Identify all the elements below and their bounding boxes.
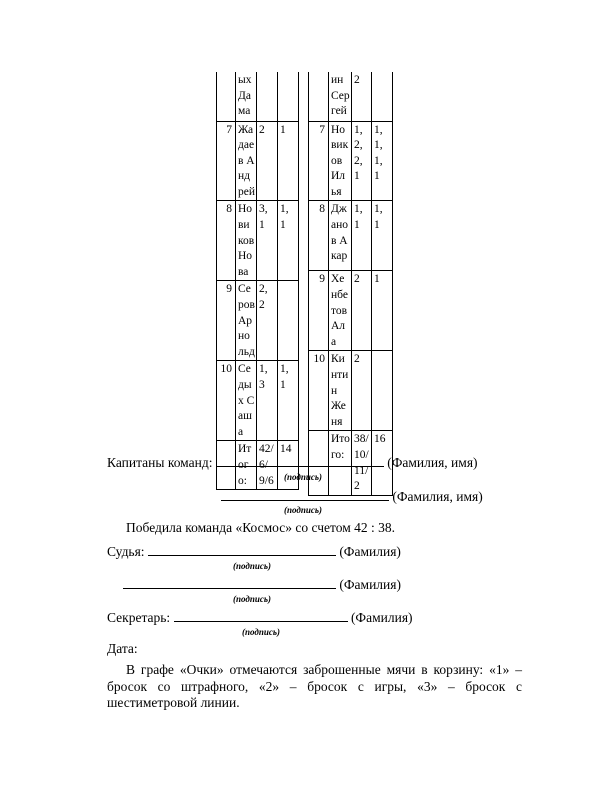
- player-name: Кинтин Женя: [329, 351, 352, 431]
- player-points: [257, 72, 278, 121]
- player-number: 7: [309, 121, 329, 201]
- player-points: 1, 2, 2, 1: [352, 121, 372, 201]
- player-name: Хенбетов Ала: [329, 271, 352, 351]
- judge-1-sign-hint: (подпись): [233, 561, 271, 571]
- player-number: 9: [309, 271, 329, 351]
- table-row: [309, 72, 393, 121]
- player-number: 10: [309, 351, 329, 431]
- player-number: 9: [217, 281, 236, 361]
- player-name: Новиков Нова: [236, 201, 257, 281]
- winner-text: Победила команда «Космос» со счетом 42 : 38.: [126, 520, 396, 535]
- player-points: 2, 2: [257, 281, 278, 361]
- total-points: 38/10/11/2: [352, 431, 372, 495]
- secretary-hint: (Фамилия): [350, 610, 413, 625]
- player-name: Седых Саша: [236, 361, 257, 441]
- player-number: [217, 72, 236, 121]
- player-points: 2: [352, 271, 372, 351]
- table-row: [217, 72, 299, 121]
- player-number: 7: [217, 121, 236, 201]
- total-points: 42/6/9/6: [257, 441, 278, 490]
- secretary-field[interactable]: [174, 608, 348, 622]
- player-points: 2: [257, 121, 278, 201]
- player-number: 10: [217, 361, 236, 441]
- captain-2-field[interactable]: [221, 487, 389, 501]
- secretary-line: [107, 608, 413, 626]
- date-label: Дата:: [107, 641, 138, 656]
- captain-1-sign-hint: (подпись): [284, 472, 322, 482]
- captain-2-hint: (Фамилия, имя): [392, 489, 483, 504]
- player-fouls: 1: [278, 121, 299, 201]
- total-label: Итого:: [329, 431, 352, 495]
- player-fouls: 1, 1: [278, 361, 299, 441]
- player-fouls: 1, 1: [278, 201, 299, 281]
- table-row: [217, 201, 299, 281]
- table-row: [217, 281, 299, 361]
- player-fouls: [372, 351, 393, 431]
- judge-1-field[interactable]: [148, 542, 336, 556]
- player-name: Новиков Илья: [329, 121, 352, 201]
- table-row: [309, 351, 393, 431]
- player-name: ых Да ма: [236, 72, 257, 121]
- captains-label: Капитаны команд:: [107, 455, 213, 470]
- player-points: 1, 3: [257, 361, 278, 441]
- total-fouls: 14: [278, 441, 299, 490]
- captains-line: [107, 453, 478, 471]
- player-fouls: [372, 72, 393, 121]
- judge-2-line: [123, 575, 401, 593]
- judge-1-hint: (Фамилия): [339, 544, 401, 559]
- player-points: 1, 1: [352, 201, 372, 271]
- captain-2-sign-hint: (подпись): [284, 505, 322, 515]
- captain-2-line: [221, 487, 483, 505]
- player-points: 3, 1: [257, 201, 278, 281]
- player-name: Серов Арнольд: [236, 281, 257, 361]
- player-number: 8: [217, 201, 236, 281]
- table-row: [309, 121, 393, 201]
- total-label: Итого:: [236, 441, 257, 490]
- judge-2-hint: (Фамилия): [339, 577, 401, 592]
- player-number: [309, 72, 329, 121]
- judge-2-sign-hint: (подпись): [233, 594, 271, 604]
- player-name: Жадаев Андрей: [236, 121, 257, 201]
- judges-label: Судья:: [107, 544, 145, 559]
- player-fouls: 1, 1: [372, 201, 393, 271]
- left-team-score-table: [216, 72, 299, 490]
- player-fouls: 1: [372, 271, 393, 351]
- player-points: 2: [352, 72, 372, 121]
- player-fouls: 1, 1, 1, 1: [372, 121, 393, 201]
- player-name: ин Сергей: [329, 72, 352, 121]
- points-note: В графе «Очки» отмечаются заброшенные мячи в корзину: «1» – бросок со штрафного, «2» – бросок с игры, «3» – бросок с шестиметровой линии.: [107, 662, 522, 710]
- player-name: Джанов Акар: [329, 201, 352, 271]
- table-row: [217, 121, 299, 201]
- player-fouls: [278, 281, 299, 361]
- player-fouls: [278, 72, 299, 121]
- player-number: 8: [309, 201, 329, 271]
- captain-1-hint: (Фамилия, имя): [387, 455, 478, 470]
- judge-1-line: [107, 542, 401, 560]
- judge-2-field[interactable]: [123, 575, 336, 589]
- table-row: [217, 361, 299, 441]
- table-row: [309, 201, 393, 271]
- secretary-sign-hint: (подпись): [242, 627, 280, 637]
- captain-1-field[interactable]: [216, 453, 384, 467]
- right-team-score-table: [308, 72, 393, 496]
- player-points: 2: [352, 351, 372, 431]
- table-row: [309, 271, 393, 351]
- total-fouls: 16: [372, 431, 393, 495]
- secretary-label: Секретарь:: [107, 610, 171, 625]
